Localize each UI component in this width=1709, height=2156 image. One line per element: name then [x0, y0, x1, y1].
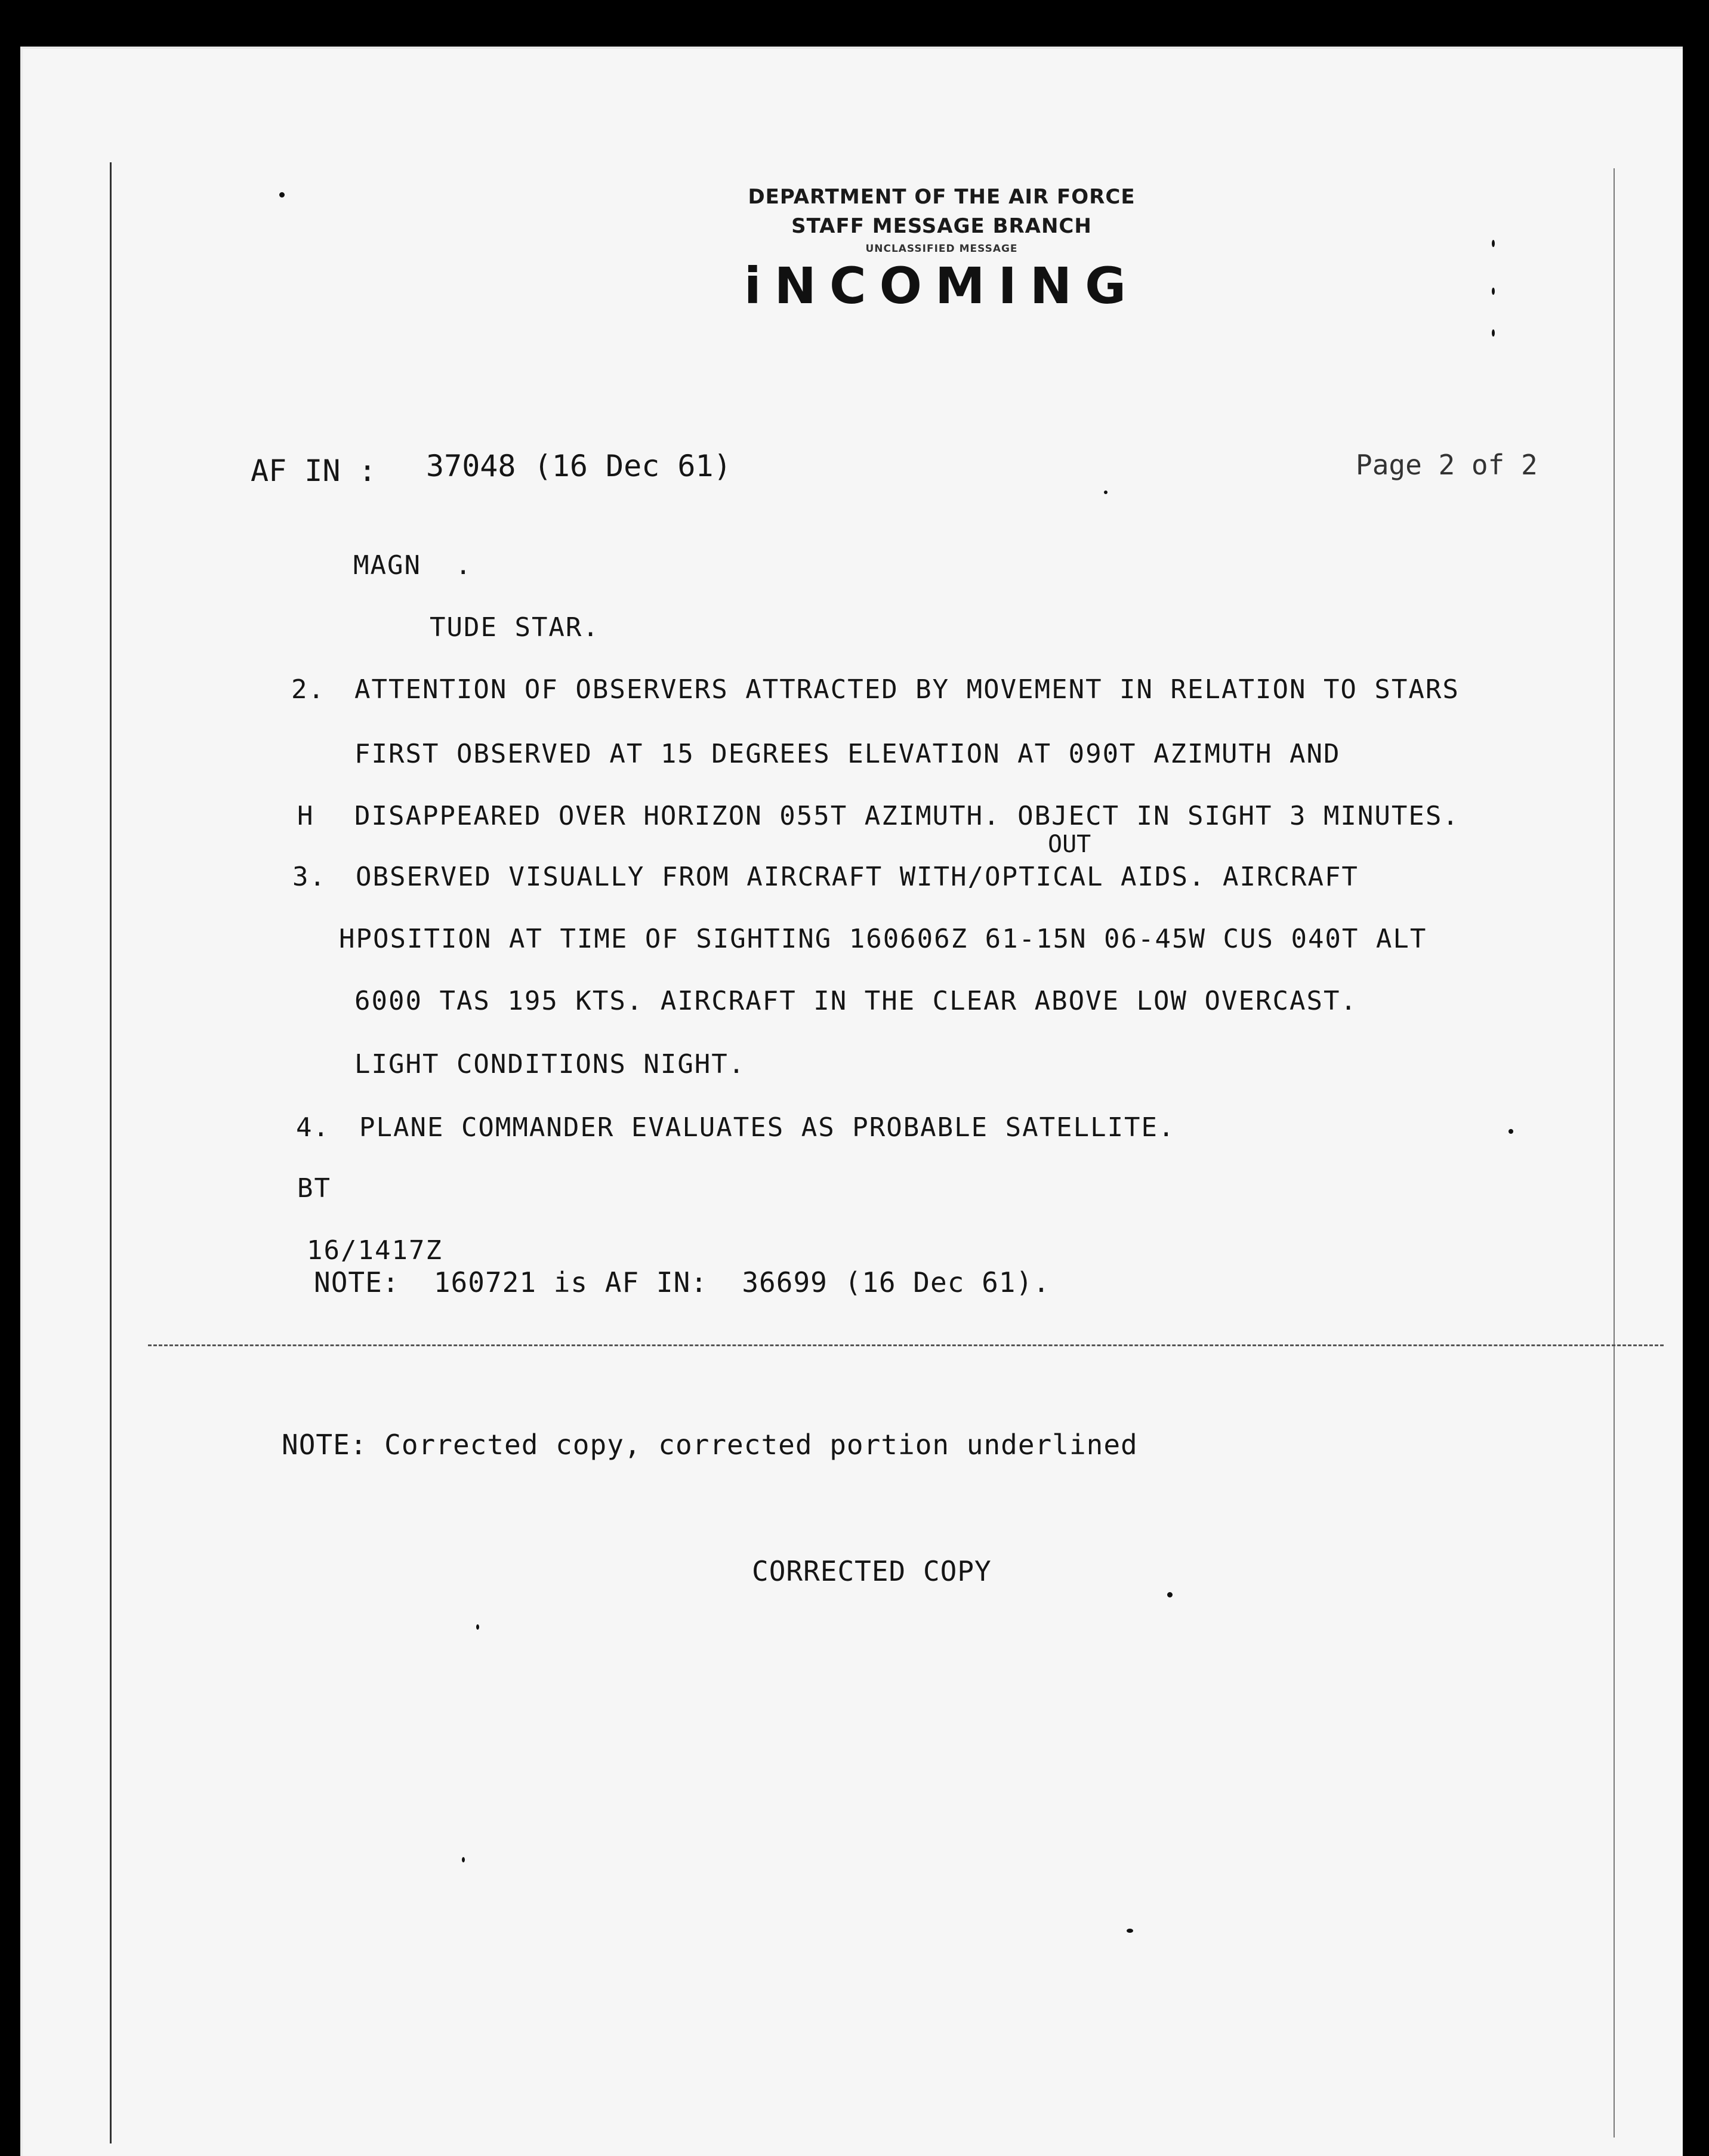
left-margin-line — [110, 162, 112, 2143]
scan-speck — [462, 1857, 465, 1862]
separator-dashed-line — [148, 1344, 1664, 1346]
item-2-prefix: H — [297, 801, 314, 831]
department-title: DEPARTMENT OF THE AIR FORCE — [748, 185, 1136, 209]
scan-speck — [1104, 491, 1108, 494]
item-3-line-2: HPOSITION AT TIME OF SIGHTING 160606Z 61-15N 06-45W CUS 040T ALT — [339, 924, 1427, 954]
incoming-heading: iNCOMING — [744, 257, 1140, 315]
insertion-out: OUT — [1048, 831, 1091, 858]
scan-speck — [279, 192, 285, 198]
item-2-line-2: FIRST OBSERVED AT 15 DEGREES ELEVATION AT 090T AZIMUTH AND — [354, 739, 1341, 769]
item-3-number: 3. — [292, 862, 326, 892]
correction-note: NOTE: Corrected copy, corrected portion underlined — [282, 1429, 1138, 1461]
af-in-number: 37048 (16 Dec 61) — [426, 449, 732, 483]
note-reference: NOTE: 160721 is AF IN: 36699 (16 Dec 61). — [314, 1266, 1050, 1298]
date-time-group: 16/1417Z — [307, 1235, 443, 1266]
scan-speck — [1492, 288, 1495, 295]
item-4-line-1: PLANE COMMANDER EVALUATES AS PROBABLE SATELLITE. — [359, 1112, 1176, 1143]
page-indicator: Page 2 of 2 — [1356, 449, 1538, 481]
item-3-line-3: 6000 TAS 195 KTS. AIRCRAFT IN THE CLEAR ABOVE LOW OVERCAST. — [354, 986, 1358, 1016]
scan-speck — [1509, 1129, 1513, 1134]
document-sheet — [20, 47, 1683, 2156]
body-line-tude: TUDE STAR. — [430, 612, 600, 643]
bt-marker: BT — [297, 1173, 331, 1204]
scan-speck — [1127, 1929, 1133, 1933]
item-2-line-1: ATTENTION OF OBSERVERS ATTRACTED BY MOVEMENT IN RELATION TO STARS — [354, 674, 1460, 705]
item-3-line-1: OBSERVED VISUALLY FROM AIRCRAFT WITH/OPTICAL AIDS. AIRCRAFT — [356, 862, 1359, 892]
body-line-magn: MAGN . — [353, 550, 473, 581]
scan-speck — [1167, 1592, 1173, 1597]
item-3-line-4: LIGHT CONDITIONS NIGHT. — [354, 1049, 746, 1079]
branch-title: STAFF MESSAGE BRANCH — [791, 214, 1092, 238]
corrected-copy-label: CORRECTED COPY — [752, 1555, 992, 1587]
scan-speck — [1492, 240, 1495, 247]
scan-speck — [1492, 329, 1495, 337]
classification-label: UNCLASSIFIED MESSAGE — [865, 243, 1018, 255]
scan-speck — [476, 1624, 479, 1630]
right-margin-line — [1614, 168, 1615, 2138]
af-in-label: AF IN : — [251, 454, 377, 488]
item-2-line-3: DISAPPEARED OVER HORIZON 055T AZIMUTH. OBJECT IN SIGHT 3 MINUTES. — [354, 801, 1460, 831]
item-2-number: 2. — [291, 674, 325, 705]
item-4-number: 4. — [296, 1112, 330, 1143]
